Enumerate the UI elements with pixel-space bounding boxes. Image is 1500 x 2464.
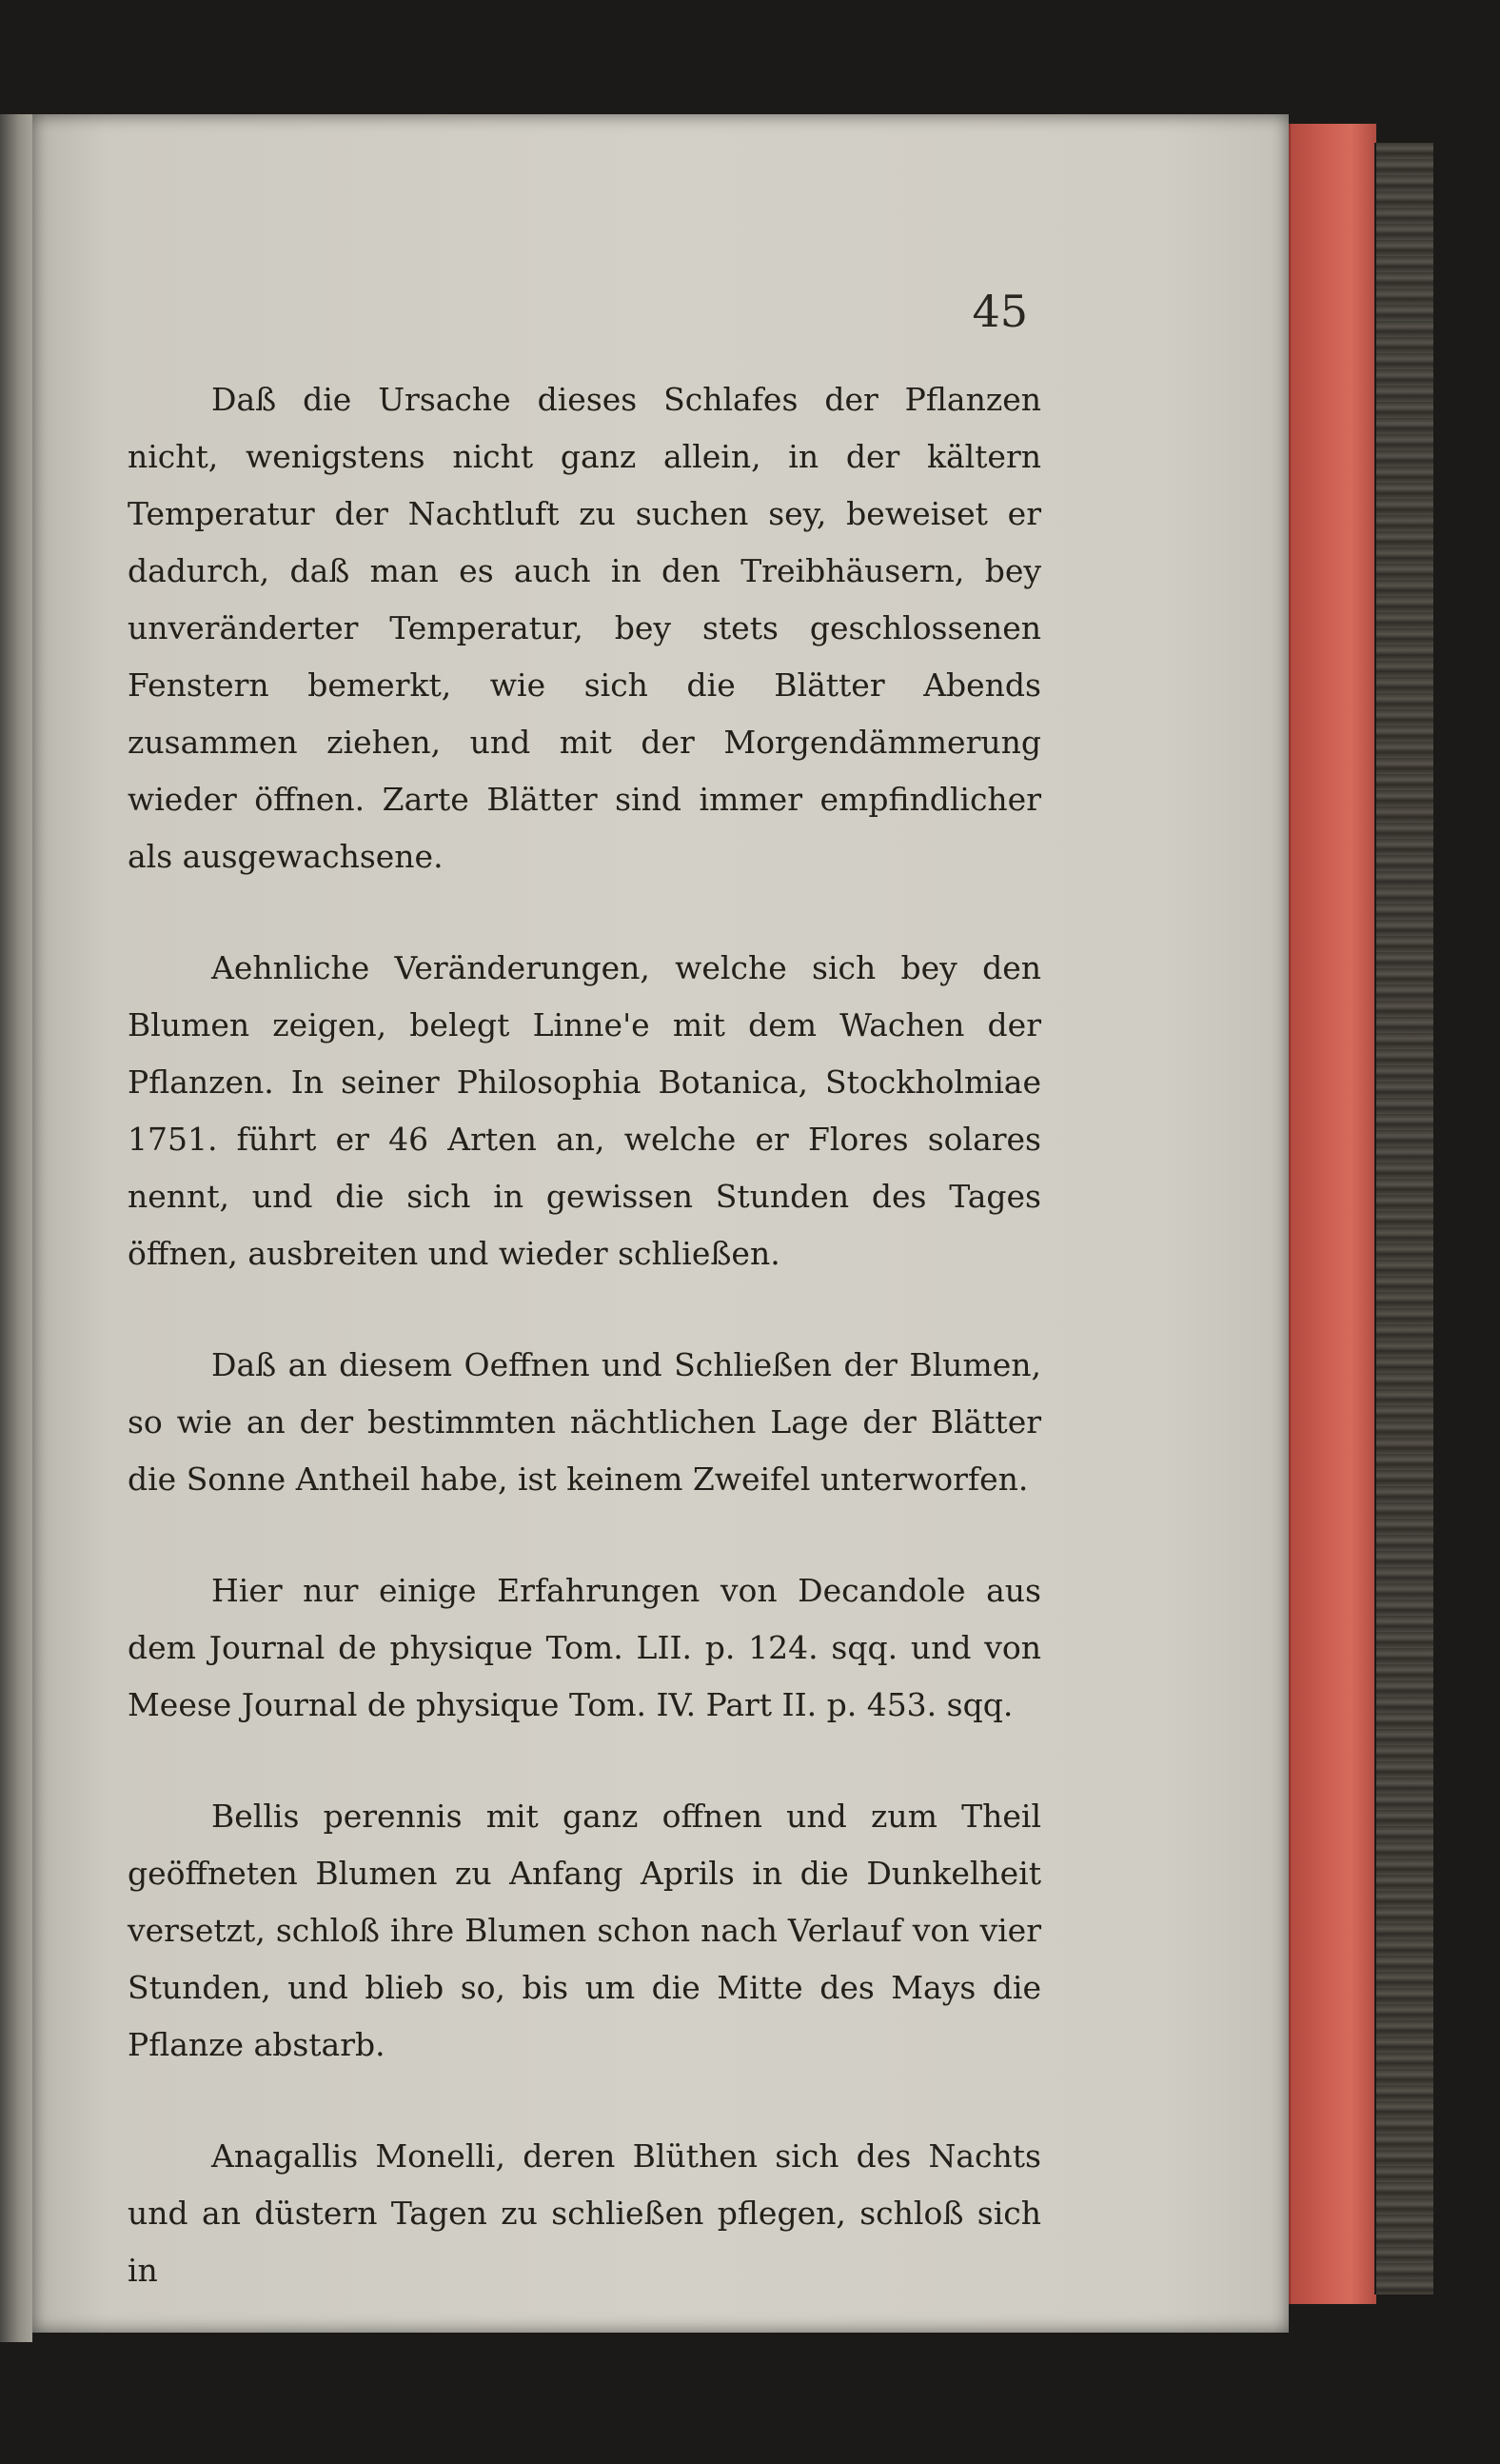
page-text	[128, 371, 1041, 2354]
red-page-edges	[1289, 124, 1376, 2304]
paragraph-4: Hier nur einige Erfahrungen von Decandole aus dem Journal de physique Tom. LII. p. 124. sqq. und von Meese Journal de physique Tom. IV. Part II. p. 453. sqq.	[128, 1572, 1041, 1723]
book-cover-edge	[1374, 143, 1433, 2295]
facing-page-edge	[0, 114, 32, 2342]
paragraph-1: Daß die Ursache dieses Schlafes der Pflanzen nicht, wenigstens nicht ganz allein, in der kältern Temperatur der Nachtluft zu suchen sey, beweiset er dadurch, daß man es auch in den Treibhäusern, bey unveränderter Temperatur, bey stets geschlossenen Fenstern bemerkt, wie sich die Blätter Abends zusammen ziehen, und mit der Morgendämmerung wieder öffnen. Zarte Blätter sind immer empfindlicher als ausgewachsene.	[128, 381, 1041, 875]
paragraph-3: Daß an diesem Oeffnen und Schließen der Blumen, so wie an der bestimmten nächtlichen Lage der Blätter die Sonne Antheil habe, ist keinem Zweifel unterworfen.	[128, 1346, 1041, 1498]
paragraph-5: Bellis perennis mit ganz offnen und zum Theil geöffneten Blumen zu Anfang Aprils in die Dunkelheit versetzt, schloß ihre Blumen schon nach Verlauf von vier Stunden, und blieb so, bis um die Mitte des Mays die Pflanze abstarb.	[128, 1798, 1041, 2063]
paragraph-6: Anagallis Monelli, deren Blüthen sich des Nachts und an düstern Tagen zu schließen pflegen, schloß sich in	[128, 2137, 1041, 2289]
page-number: 45	[972, 286, 1028, 337]
paragraph-2: Aehnliche Veränderungen, welche sich bey den Blumen zeigen, belegt Linne'e mit dem Wachen der Pflanzen. In seiner Philosophia Botanica, Stockholmiae 1751. führt er 46 Arten an, welche er Flores solares nennt, und die sich in gewissen Stunden des Tages öffnen, ausbreiten und wieder schließen.	[128, 949, 1041, 1272]
